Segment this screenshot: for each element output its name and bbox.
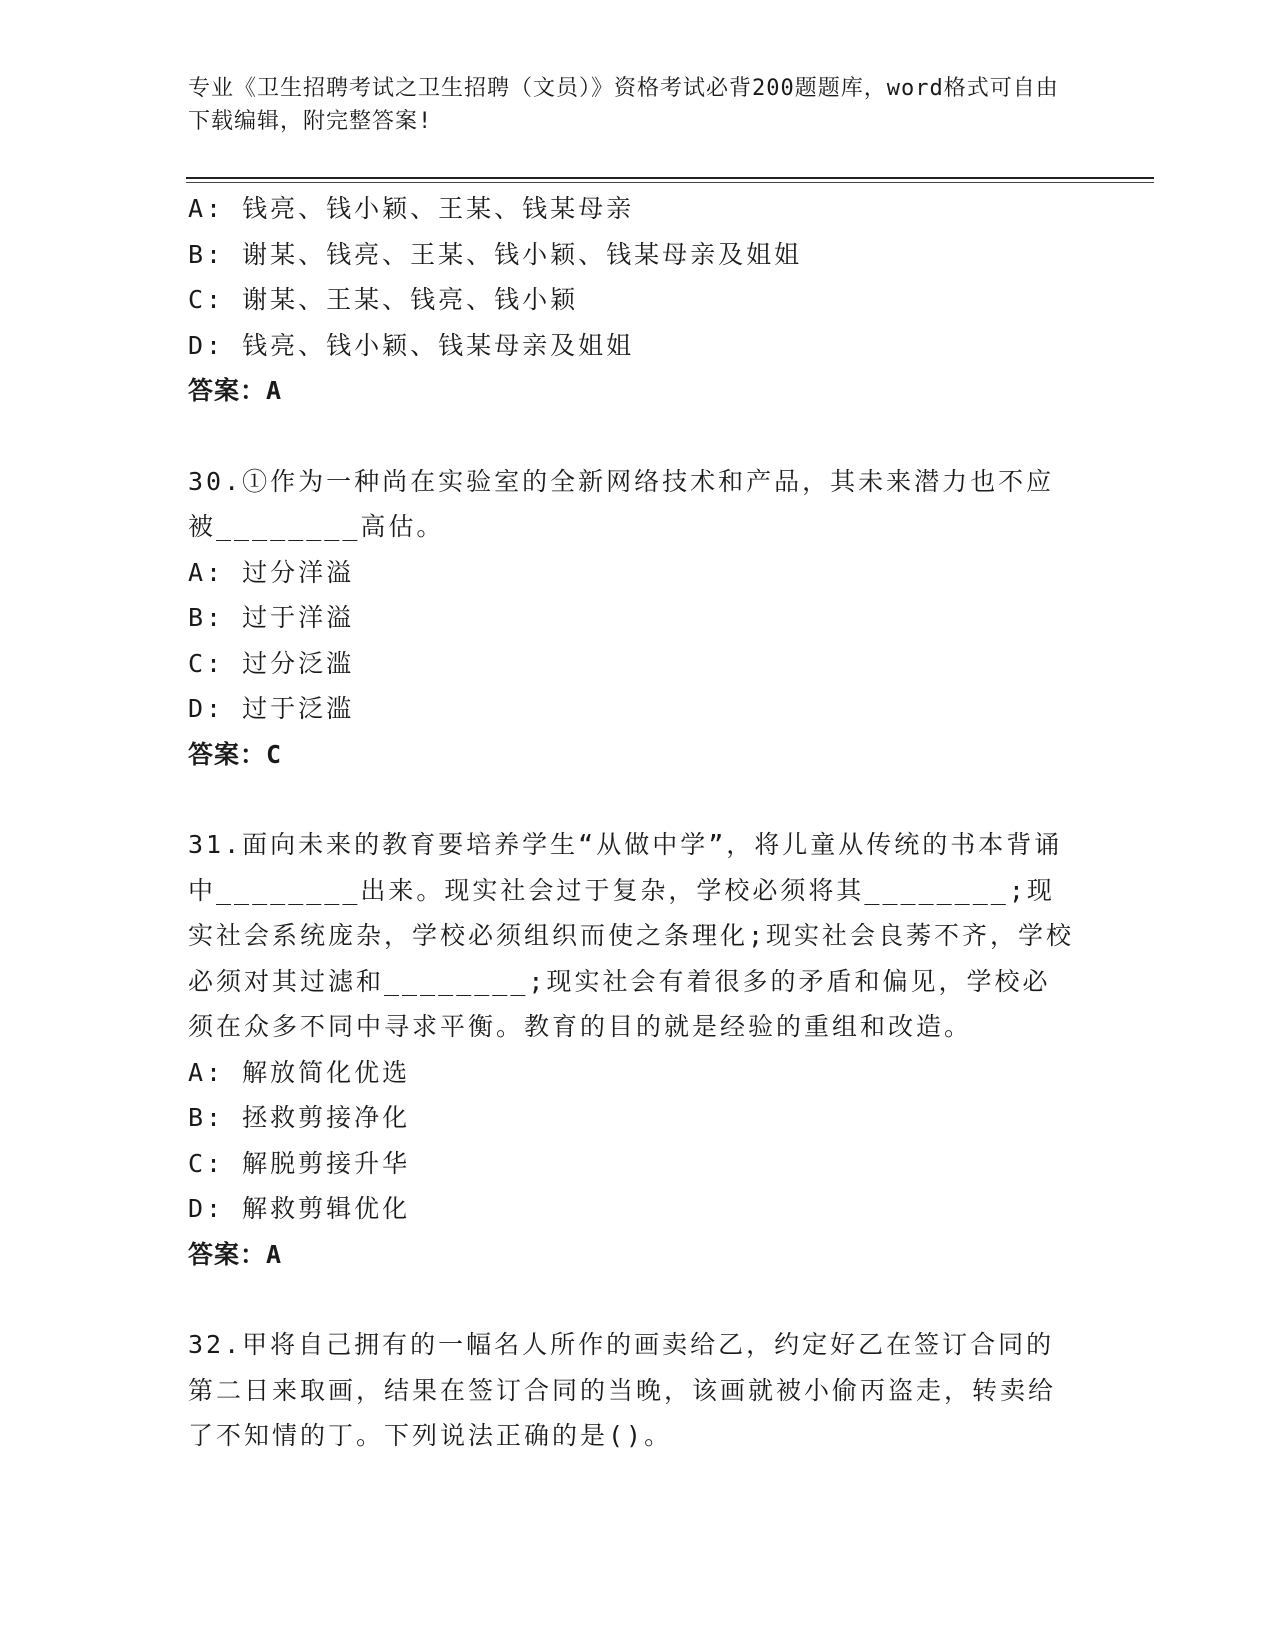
option-c: C: 过分泛滥 [188,648,355,678]
question-content [188,186,1078,1459]
question-stem: 32.甲将自己拥有的一幅名人所作的画卖给乙，约定好乙在签订合同的第二日来取画，结果在签订合同的当晚，该画就被小偷丙盗走，转卖给了不知情的丁。下列说法正确的是()。 [188,1330,1057,1450]
question-stem: 31.面向未来的教育要培养学生“从做中学”，将儿童从传统的书本背诵中________出来。现实社会过于复杂，学校必须将其________;现实社会系统庞杂，学校必须组织而使之条理化;现实社会良莠不齐，学校必须对其过滤和________;现实社会有着很多的矛盾和偏见，学校必须在众多不同中寻求平衡。教育的目的就是经验的重组和改造。 [188,830,1075,1041]
question-29 [188,186,1078,414]
document-header: 专业《卫生招聘考试之卫生招聘（文员）》资格考试必背200题题库，word格式可自由下载编辑，附完整答案! [188,76,1059,134]
question-stem: 30.①作为一种尚在实验室的全新网络技术和产品，其未来潜力也不应被________高估。 [188,466,1055,541]
header-divider-thin [186,182,1154,183]
spacer [188,1277,1078,1322]
option-d: D: 钱亮、钱小颖、钱某母亲及姐姐 [188,330,635,360]
option-d: D: 解救剪辑优化 [188,1194,411,1223]
answer: 答案：A [188,1239,283,1269]
answer: 答案：A [188,376,283,405]
option-b: B: 谢某、钱亮、王某、钱小颖、钱某母亲及姐姐 [188,239,803,269]
option-d: D: 过于泛滥 [188,694,355,723]
question-30 [188,459,1078,778]
option-c: C: 谢某、王某、钱亮、钱小颖 [188,285,579,314]
option-a: A: 过分洋溢 [188,557,355,587]
spacer [188,777,1078,822]
question-32 [188,1322,1078,1459]
header-divider [186,177,1154,179]
option-b: B: 拯救剪接净化 [188,1103,411,1132]
question-31 [188,822,1078,1277]
option-a: A: 解放简化优选 [188,1057,411,1087]
spacer [188,414,1078,459]
option-c: C: 解脱剪接升华 [188,1148,411,1178]
option-b: B: 过于洋溢 [188,603,355,632]
answer: 答案：C [188,739,283,769]
option-a: A: 钱亮、钱小颖、王某、钱某母亲 [188,194,635,223]
